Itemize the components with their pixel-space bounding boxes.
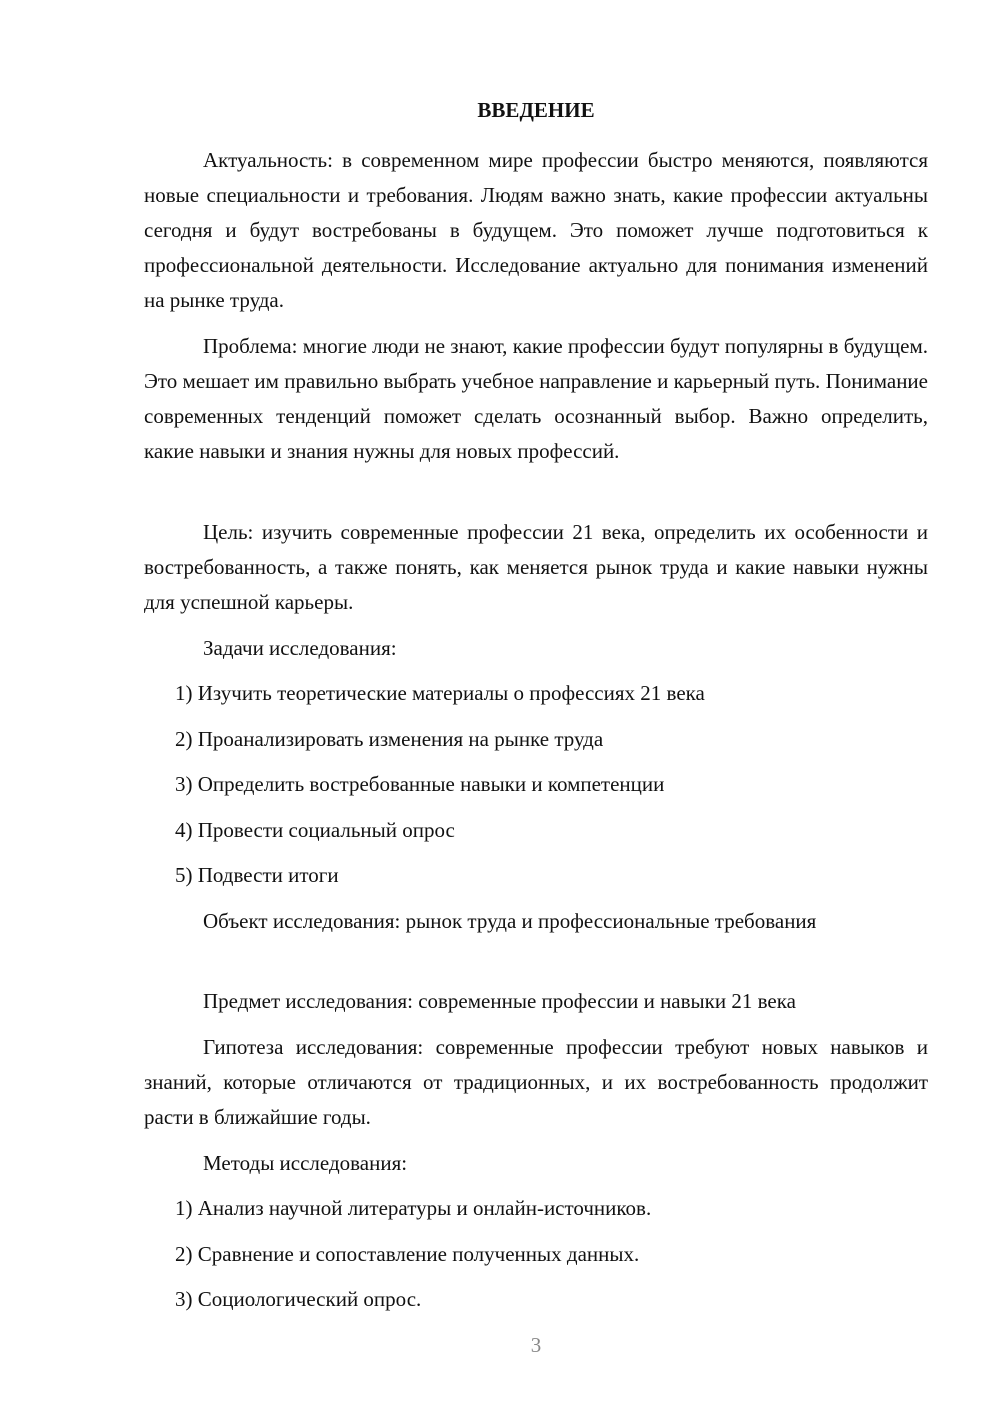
task-item-4-block bbox=[144, 813, 928, 848]
goal-paragraph-block bbox=[144, 515, 928, 620]
problem-paragraph: Проблема: многие люди не знают, какие профессии будут популярны в будущем. Это мешает им правильно выбрать учебное направление и карьерный путь. Понимание современных тенденций поможет сделать осознанный выбор. Важно определить, какие навыки и знания нужны для новых профессий. bbox=[144, 334, 928, 463]
method-item-1-block bbox=[144, 1191, 928, 1226]
methods-heading-block bbox=[144, 1146, 928, 1181]
task-item-2-block bbox=[144, 722, 928, 757]
method-item-2-block bbox=[144, 1237, 928, 1272]
hypothesis-paragraph-block bbox=[144, 1030, 928, 1135]
page-number: 3 bbox=[530, 1333, 542, 1357]
page-title: ВВЕДЕНИЕ bbox=[477, 98, 595, 122]
method-item-1: 1) Анализ научной литературы и онлайн-источников. bbox=[175, 1196, 652, 1220]
task-item-3-block bbox=[144, 767, 928, 802]
tasks-heading: Задачи исследования: bbox=[203, 636, 397, 660]
methods-heading: Методы исследования: bbox=[203, 1151, 408, 1175]
subject-paragraph-block bbox=[144, 984, 928, 1019]
task-item-1: 1) Изучить теоретические материалы о профессиях 21 века bbox=[175, 681, 705, 705]
relevance-paragraph: Актуальность: в современном мире профессии быстро меняются, появляются новые специальности и требования. Людям важно знать, какие профессии актуальны сегодня и будут востребованы в будущем. Это поможет лучше подготовиться к профессиональной деятельности. Исследование актуально для понимания изменений на рынке труда. bbox=[144, 148, 928, 312]
problem-paragraph-block bbox=[144, 329, 928, 469]
method-item-2: 2) Сравнение и сопоставление полученных данных. bbox=[175, 1242, 640, 1266]
task-item-1-block bbox=[144, 676, 928, 711]
task-item-2: 2) Проанализировать изменения на рынке труда bbox=[175, 727, 604, 751]
relevance-paragraph-block bbox=[144, 143, 928, 318]
goal-paragraph: Цель: изучить современные профессии 21 века, определить их особенности и востребованность, а также понять, как меняется рынок труда и какие навыки нужны для успешной карьеры. bbox=[144, 520, 928, 614]
object-paragraph: Объект исследования: рынок труда и профессиональные требования bbox=[203, 909, 817, 933]
task-item-5-block bbox=[144, 858, 928, 893]
hypothesis-paragraph: Гипотеза исследования: современные профессии требуют новых навыков и знаний, которые отличаются от традиционных, и их востребованность продолжит расти в ближайшие годы. bbox=[144, 1035, 928, 1129]
method-item-3-block bbox=[144, 1282, 928, 1317]
task-item-5: 5) Подвести итоги bbox=[175, 863, 339, 887]
object-paragraph-block bbox=[144, 904, 928, 939]
method-item-3: 3) Социологический опрос. bbox=[175, 1287, 422, 1311]
subject-paragraph: Предмет исследования: современные профессии и навыки 21 века bbox=[203, 989, 796, 1013]
tasks-heading-block bbox=[144, 631, 928, 666]
task-item-4: 4) Провести социальный опрос bbox=[175, 818, 455, 842]
task-item-3: 3) Определить востребованные навыки и компетенции bbox=[175, 772, 665, 796]
